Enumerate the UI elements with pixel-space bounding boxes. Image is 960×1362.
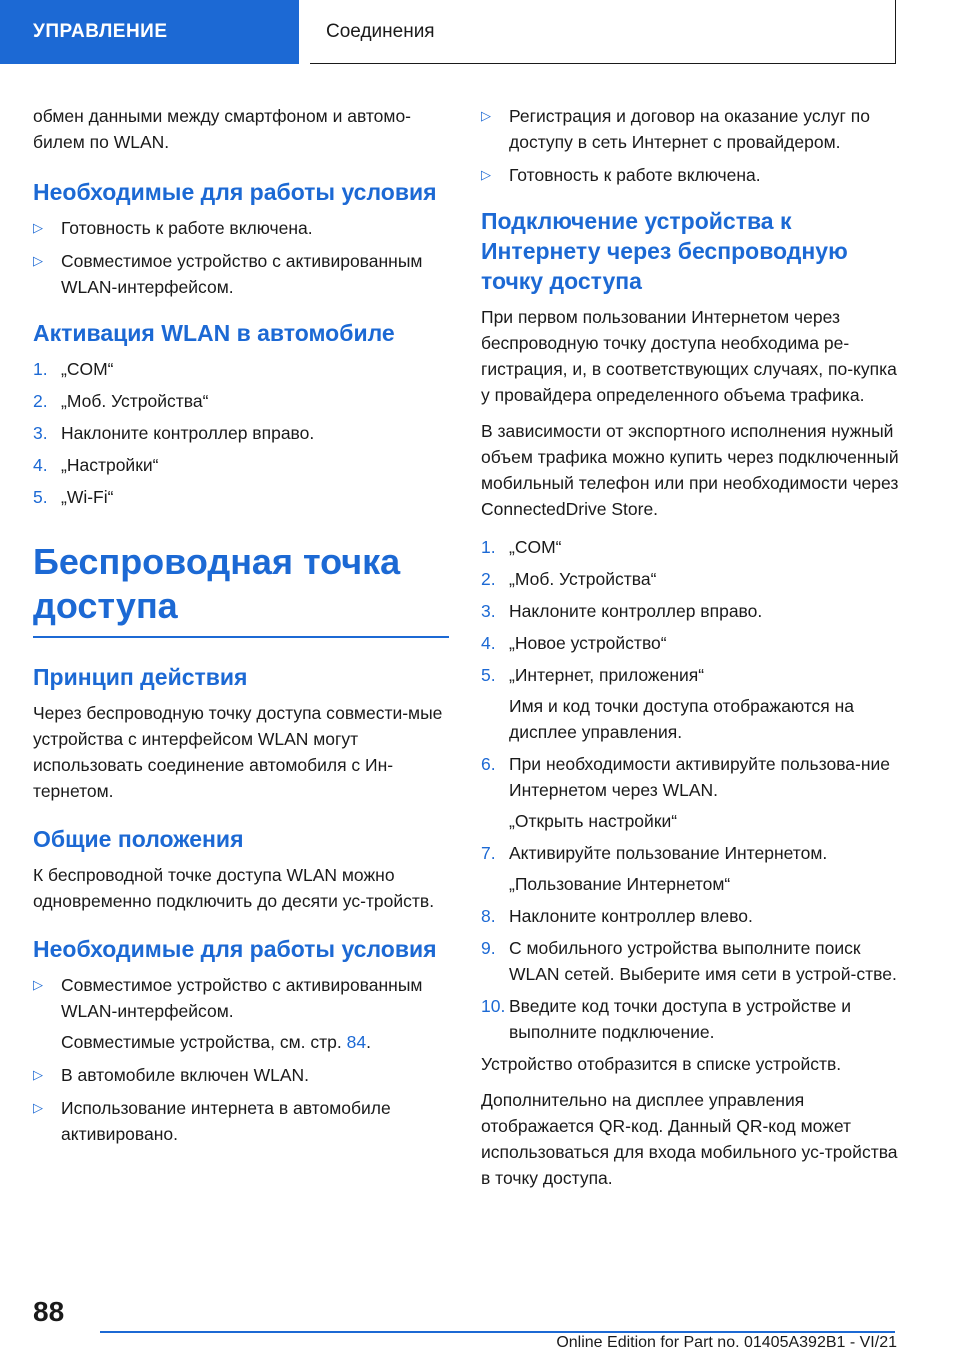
list-item: ▷ Совместимое устройство с активированным WLAN-интерфейсом. <box>33 248 449 300</box>
step-number: 8. <box>481 906 496 926</box>
list-item <box>481 935 901 987</box>
intro-text: обмен данными между смартфоном и автомо-билем по WLAN. <box>33 106 412 152</box>
step-number: 5. <box>33 487 48 507</box>
step-text: Наклоните контроллер влево. <box>509 906 753 926</box>
list-item: ▷ В автомобиле включен WLAN. <box>33 1062 449 1088</box>
list-item <box>33 388 449 414</box>
connect-steps-list <box>481 534 901 1045</box>
list-item <box>481 751 901 834</box>
list-item: ▷ Готовность к работе включена. <box>33 215 449 241</box>
step-number: 7. <box>481 843 496 863</box>
step-text: При необходимости активируйте пользова-ние Интернетом через WLAN. <box>509 754 891 800</box>
list-item <box>481 534 901 560</box>
list-item <box>481 840 901 897</box>
list-item <box>33 484 449 510</box>
chapter-title: Соединения <box>326 20 435 42</box>
step-number: 3. <box>33 423 48 443</box>
step-number: 10. <box>481 996 506 1016</box>
step-number: 2. <box>481 569 496 589</box>
step-number: 6. <box>481 754 496 774</box>
activate-steps-list <box>33 356 449 510</box>
step-text: „Настройки“ <box>61 455 159 475</box>
step-number: 5. <box>481 665 496 685</box>
step-number: 3. <box>481 601 496 621</box>
step-number: 1. <box>33 359 48 379</box>
step-text: „Новое устройство“ <box>509 633 667 653</box>
step-number: 4. <box>33 455 48 475</box>
list-item <box>481 993 901 1045</box>
requirements-list <box>33 215 449 300</box>
step-number: 1. <box>481 537 496 557</box>
list-item <box>481 598 901 624</box>
list-item <box>33 452 449 478</box>
page-number: 88 <box>33 1296 65 1327</box>
step-text: С мобильного устройства выполните поиск WLAN сетей. Выберите имя сети в устрой-стве. <box>509 938 897 984</box>
step-text: Наклоните контроллер вправо. <box>61 423 315 443</box>
requirements-list-cont <box>481 103 901 188</box>
principle-heading: Принцип действия <box>33 664 248 690</box>
left-column <box>33 103 449 1154</box>
activate-wlan-heading: Активация WLAN в автомобиле <box>33 320 395 346</box>
connect-para-2: В зависимости от экспортного исполнения нужный объем трафика можно купить через подключенный мобильный телефон или при необходимости через ConnectedDrive Store. <box>481 421 899 519</box>
step-text: „COM“ <box>509 537 562 557</box>
step-text: „Моб. Устройства“ <box>509 569 657 589</box>
heading-divider <box>33 636 449 638</box>
edition-footer: Online Edition for Part no. 01405A392B1 - VI/21 <box>556 1334 897 1351</box>
footer-divider <box>100 1331 895 1333</box>
step-text: Активируйте пользование Интернетом. <box>509 843 828 863</box>
step-text: „Wi-Fi“ <box>61 487 114 507</box>
after-text-2: Дополнительно на дисплее управления отображается QR-код. Данный QR-код может использоваться для входа мобильного ус-тройства в точку доступа. <box>481 1090 898 1188</box>
step-number: 4. <box>481 633 496 653</box>
step-number: 9. <box>481 938 496 958</box>
step-note: „Пользование Интернетом“ <box>509 874 731 894</box>
section-tab <box>0 0 299 64</box>
step-text: Введите код точки доступа в устройстве и выполните подключение. <box>509 996 852 1042</box>
step-note: „Открыть настройки“ <box>509 811 678 831</box>
requirements-heading-2: Необходимые для работы условия <box>33 936 437 962</box>
connect-heading: Подключение устройства к Интернету через беспроводную точку доступа <box>481 208 848 294</box>
right-column <box>481 103 901 1201</box>
step-text: Наклоните контроллер вправо. <box>509 601 763 621</box>
item-note: Совместимые устройства, см. стр. 84. <box>61 1032 371 1052</box>
principle-text: Через беспроводную точку доступа совмести-мые устройства с интерфейсом WLAN могут использовать соединение автомобиля с Ин-тернетом. <box>33 703 443 801</box>
requirements-heading: Необходимые для работы условия <box>33 179 437 205</box>
list-item <box>481 630 901 656</box>
item-text: Совместимое устройство с активированным WLAN-интерфейсом. <box>61 975 423 1021</box>
after-text-1: Устройство отобразится в списке устройств. <box>481 1054 842 1074</box>
general-text: К беспроводной точке доступа WLAN можно одновременно подключить до десяти ус-тройств. <box>33 865 435 911</box>
main-heading: Беспроводная точка доступа <box>33 541 401 626</box>
step-text: „Интернет, приложения“ <box>509 665 705 685</box>
step-text: „COM“ <box>61 359 114 379</box>
step-number: 2. <box>33 391 48 411</box>
list-item <box>33 420 449 446</box>
list-item: ▷ Готовность к работе включена. <box>481 162 901 188</box>
requirements-list-2 <box>33 972 449 1147</box>
list-item <box>33 356 449 382</box>
section-title: УПРАВЛЕНИЕ <box>33 21 168 42</box>
note-text: Совместимые устройства, см. стр. <box>61 1032 342 1052</box>
list-item: ▷ Регистрация и договор на оказание услуг по доступу в сеть Интернет с провайдером. <box>481 103 901 155</box>
list-item <box>481 903 901 929</box>
page-link[interactable]: 84 <box>346 1032 367 1052</box>
list-item <box>481 662 901 745</box>
connect-para-1: При первом пользовании Интернетом через беспроводную точку доступа необходима ре-гистрация, и, в соответствующих случаях, по-купка у провайдера определенного объема трафика. <box>481 307 897 405</box>
general-heading: Общие положения <box>33 826 244 852</box>
step-text: „Моб. Устройства“ <box>61 391 209 411</box>
step-note: Имя и код точки доступа отображаются на дисплее управления. <box>509 696 855 742</box>
list-item: ▷ Использование интернета в автомобиле активировано. <box>33 1095 449 1147</box>
chapter-header <box>310 0 896 64</box>
list-item <box>481 566 901 592</box>
list-item <box>33 972 449 1055</box>
